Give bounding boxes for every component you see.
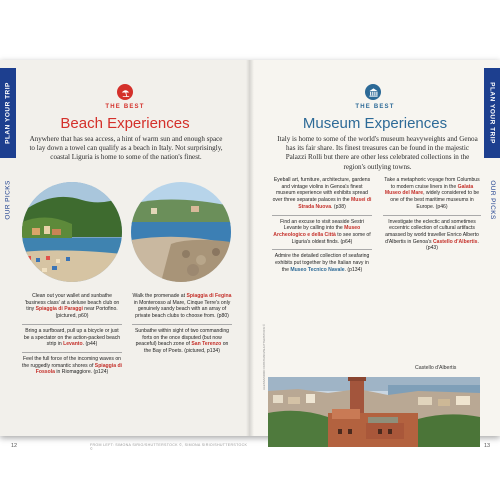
museum-tips-column-1: [272, 174, 372, 277]
tip-sestri-levante: Find an excuse to visit seaside Sestri Levante by calling into the Museo Archeologico e della Città to see some of Liguria's oldest finds. (p64): [272, 215, 372, 250]
highlight-musei-di-strada-nuova: Musei di Strada Nuova: [298, 197, 372, 210]
tip-paraggi: Clean out your wallet and sunbathe 'business class' at a deluxe beach club on tiny Spiaggia di Paraggi near Portofino. (pictured, p60): [24, 293, 120, 320]
page-title: Museum Experiences: [302, 115, 448, 132]
photo-credits-left: FROM LEFT: SIMONA SIRIO/SHUTTERSTOCK ©, SIMONA SIRIO/SHUTTERSTOCK ©: [90, 443, 248, 451]
highlight-museo-archeologico: Museo Archeologico e della Città: [273, 225, 361, 238]
highlight-spiaggia-di-paraggi: Spiaggia di Paraggi: [35, 306, 83, 313]
our-picks-label-right: OUR PICKS: [488, 180, 496, 220]
tip-museo-tecnico-navale: Admire the detailed collection of seafaring exhibits put together by the Italian navy in the Museo Tecnico Navale. (p134): [272, 249, 372, 277]
our-picks-label-left: OUR PICKS: [4, 180, 12, 220]
plan-your-trip-label-right: PLAN YOUR TRIP: [488, 82, 496, 144]
photo-caption: Castello d'Albertis: [415, 365, 457, 371]
tip-strada-nuova: Eyeball art, furniture, architecture, gardens and vintage violins in Genoa's finest museum experience with exhibits spread over three separate palaces in the Musei di Strada Nuova. (p38): [272, 177, 372, 210]
beach-tips-column-1: [22, 290, 122, 380]
highlight-spiaggia-di-fossola: Spiaggia di Fossola: [35, 362, 122, 376]
tip-levanto: Bring a surfboard, pull up a bicycle or just be a spectator on the action-packed beach strip in Levanto. (p44): [22, 324, 122, 352]
intro-paragraph: Italy is home to some of the world's museum heavyweights and Genoa has its fair share. Its finest treasures can be found in the majestic Palazzi Rolli but there are other less celebrated collections in the region's outlying towns.: [277, 135, 478, 171]
beach-umbrella-icon: [117, 84, 133, 100]
section-kicker: THE BEST: [355, 104, 395, 110]
beach-photo-paraggi: [22, 182, 122, 282]
tip-san-terenzo: Sunbathe within sight of two commanding forts on the once disputed (but now peaceful) beach zone of San Terenzo on the Bay of Poets. (pictured, p134): [132, 324, 232, 359]
castello-photo: [268, 377, 480, 447]
museum-building-icon: [365, 84, 381, 100]
page-title: Beach Experiences: [60, 115, 190, 132]
museum-tips-column-2: [383, 174, 481, 256]
tip-galata: Take a metaphoric voyage from Columbus to modern cruise liners in the Galata Museo del Mare, widely considered to be one of the best maritime museums in Europe. (p46): [384, 177, 480, 210]
page-number-left: 12: [11, 443, 18, 449]
highlight-spiaggia-di-fegina: Spiaggia di Fegina: [186, 293, 232, 299]
highlight-museo-tecnico-navale: Museo Tecnico Navale: [290, 266, 345, 273]
tip-castello: Investigate the eclectic and sometimes eccentric collection of cultural artifacts amassed by world traveller Enrico Alberto d'Albertis in Genoa's Castello d'Albertis. (p43): [383, 215, 481, 257]
highlight-san-terenzo: San Terenzo: [191, 341, 222, 348]
left-page: [0, 60, 250, 451]
book-gutter: [246, 60, 254, 436]
page-number-right: 13: [484, 443, 491, 449]
beach-tips-column-2: [132, 290, 232, 359]
highlight-levanto: Levanto: [63, 341, 83, 348]
highlight-galata-museo-del-mare: Galata Museo del Mare: [384, 183, 474, 197]
tip-fegina: Walk the promenade at Spiaggia di Fegina in Monterosso al Mare, Cinque Terre's only genuinely sandy beach with an array of private beach clubs to choose from. (p80): [132, 293, 232, 320]
highlight-castello-dalbertis: Castello d'Albertis: [432, 238, 478, 245]
guidebook-spread: [0, 60, 500, 451]
intro-paragraph: Anywhere that has sea access, a hint of warm sun and enough space to lay down a towel can qualify as a beach in Italy. Not surprisingly, coastal Liguria is home to some of the nation's finest.: [29, 135, 223, 162]
plan-your-trip-label-left: PLAN YOUR TRIP: [4, 82, 12, 144]
beach-photo-san-terenzo: [131, 182, 231, 282]
photo-credit-right: ALESSANDRO CRISTIANO/SHUTTERSTOCK ©: [262, 324, 266, 390]
tip-fossola: Feel the full force of the incoming waves on the ruggedly romantic shores of Spiaggia di Fossola in Riomaggiore. (p124): [22, 352, 122, 380]
section-kicker: THE BEST: [105, 104, 145, 110]
